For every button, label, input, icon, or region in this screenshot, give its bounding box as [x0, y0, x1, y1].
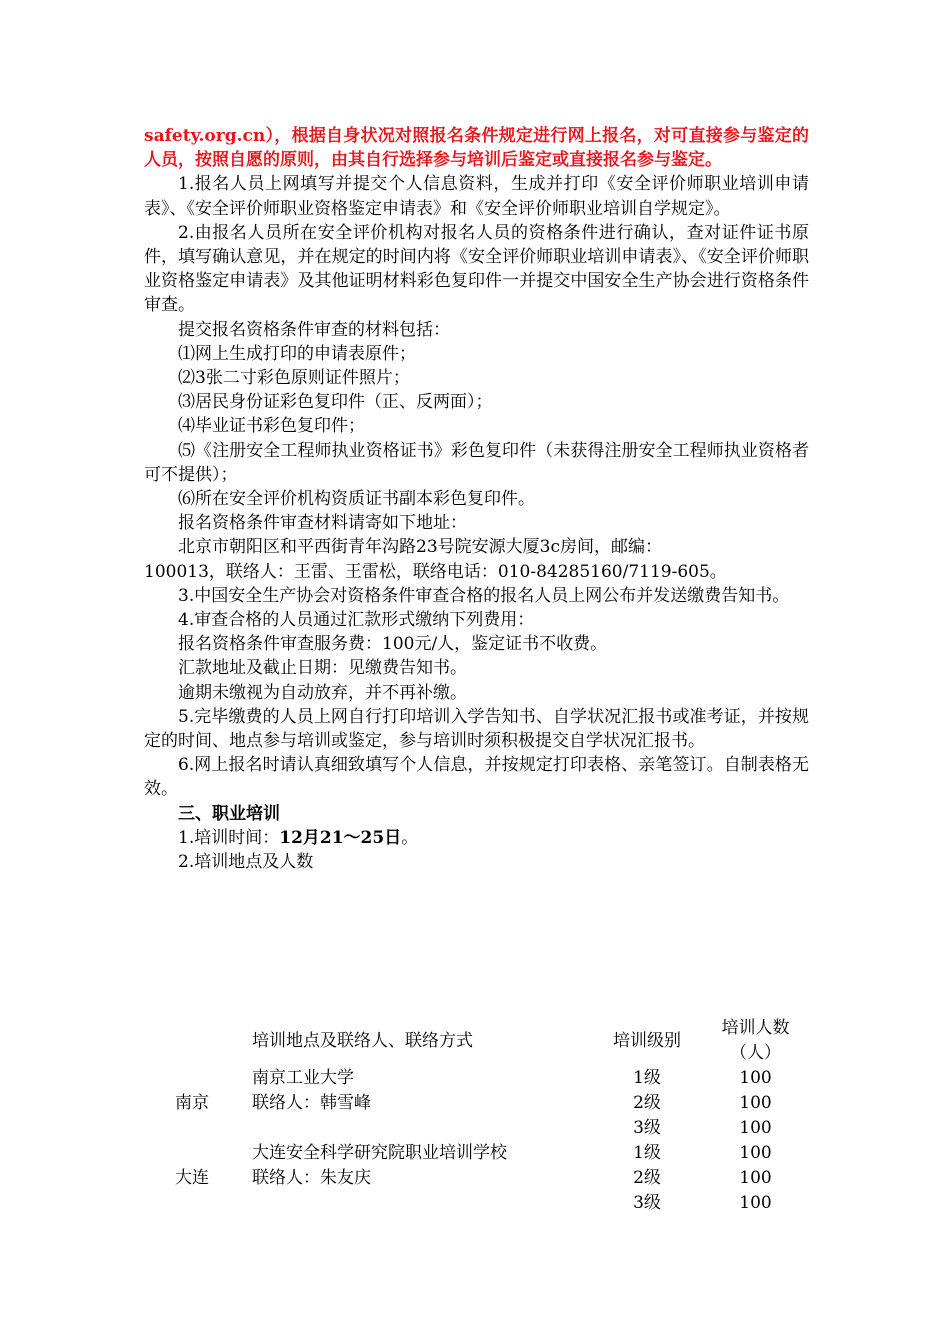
paragraph-step-3: 3.中国安全生产协会对资格条件审查合格的报名人员上网公布并发送缴费告知书。: [178, 585, 790, 606]
training-table: [144, 1016, 809, 1216]
place-cell: [240, 1116, 592, 1141]
table-row: [144, 1091, 809, 1116]
material-item-2: ⑵3张二寸彩色原则证件照片；: [178, 368, 410, 389]
place-cell: [240, 1191, 592, 1216]
training-time: [144, 826, 809, 850]
material-item-3: ⑶居民身份证彩色复印件（正、反两面）；: [178, 392, 493, 413]
city-cell: 南京: [175, 1093, 209, 1114]
material-item-1: ⑴网上生成打印的申请表原件；: [178, 343, 416, 364]
overdue-line: 逾期未缴视为自动放弃，并不再补缴。: [178, 682, 467, 703]
remittance-line: 汇款地址及截止日期：见缴费告知书。: [178, 658, 467, 679]
level-cell: 2级: [633, 1093, 661, 1114]
level-cell: 1级: [633, 1143, 661, 1164]
place-cell: 大连安全科学研究院职业培训学校: [252, 1143, 507, 1164]
section-3-title: 三、职业培训: [178, 803, 280, 824]
header-city-cell: [144, 1016, 240, 1066]
paragraph-step-1: 1.报名人员上网填写并提交个人信息资料，生成并打印《安全评价师职业培训申请表》、《安全评价师职业资格鉴定申请表》和《安全评价师职业培训自学规定》。: [144, 174, 809, 219]
level-cell: 2级: [633, 1168, 661, 1189]
intro-red-text: safety.org.cn），根据自身状况对照报名条件规定进行网上报名，对可直接参与鉴定的人员，按照自愿的原则，由其自行选择参与培训后鉴定或直接报名参与鉴定。: [144, 126, 809, 171]
place-cell: 南京工业大学: [252, 1068, 354, 1089]
level-cell: 3级: [633, 1118, 661, 1139]
level-cell: 3级: [633, 1193, 661, 1214]
material-item-6: ⑹所在安全评价机构资质证书副本彩色复印件。: [178, 489, 535, 510]
training-time-label: 1.培训时间：: [178, 827, 280, 848]
fee-line: 报名资格条件审查服务费：100元/人，鉴定证书不收费。: [178, 634, 608, 655]
training-places-label: 2.培训地点及人数: [178, 852, 314, 873]
paragraph-step-4: 4.审查合格的人员通过汇款形式缴纳下列费用：: [178, 610, 535, 631]
table-row: [144, 1066, 809, 1091]
materials-heading: 提交报名资格条件审查的材料包括：: [178, 319, 450, 340]
document-body: [144, 124, 809, 874]
count-cell: 100: [739, 1068, 772, 1089]
paragraph-step-5: 5.完毕缴费的人员上网自行打印培训入学告知书、自学状况汇报书或准考证，并按规定的时间、地点参与培训或鉴定，参与培训时须积极提交自学状况汇报书。: [144, 706, 809, 752]
header-count: 培训人数（人）: [721, 1018, 790, 1063]
header-place: 培训地点及联络人、联络方式: [252, 1030, 473, 1051]
count-cell: 100: [739, 1193, 772, 1214]
place-cell: 联络人：韩雪峰: [252, 1093, 371, 1114]
table-row: [144, 1166, 809, 1191]
training-time-suffix: 。: [401, 827, 419, 848]
mailing-contact: 100013，联络人：王雷、王雷松，联络电话：010-84285160/7119-605。: [144, 561, 727, 582]
mailing-heading: 报名资格条件审查材料请寄如下地址：: [178, 513, 467, 534]
level-cell: 1级: [633, 1068, 661, 1089]
table-row: [144, 1141, 809, 1166]
header-level: 培训级别: [613, 1030, 681, 1051]
table-header-row: [144, 1016, 809, 1066]
city-cell: 大连: [175, 1168, 209, 1189]
mailing-address: 北京市朝阳区和平西街青年沟路23号院安源大厦3c房间，邮编：: [178, 537, 662, 558]
count-cell: 100: [739, 1143, 772, 1164]
count-cell: 100: [739, 1168, 772, 1189]
training-time-value: 12月21～25日: [279, 827, 402, 848]
count-cell: 100: [739, 1093, 772, 1114]
material-item-4: ⑷毕业证书彩色复印件；: [178, 416, 365, 437]
table-row: [144, 1191, 809, 1216]
material-item-5: ⑸《注册安全工程师执业资格证书》彩色复印件（未获得注册安全工程师执业资格者可不提供）；: [144, 440, 809, 485]
table-row: [144, 1116, 809, 1141]
paragraph-step-6: 6.网上报名时请认真细致填写个人信息，并按规定打印表格、亲笔签订。自制表格无效。: [144, 755, 809, 800]
place-cell: 联络人：朱友庆: [252, 1168, 371, 1189]
paragraph-step-2: 2.由报名人员所在安全评价机构对报名人员的资格条件进行确认，查对证件证书原件，填写确认意见，并在规定的时间内将《安全评价师职业培训申请表》、《安全评价师职业资格鉴定申请表》及其他证明材料彩色复印件一并提交中国安全生产协会进行资格条件审查。: [144, 222, 809, 316]
count-cell: 100: [739, 1118, 772, 1139]
